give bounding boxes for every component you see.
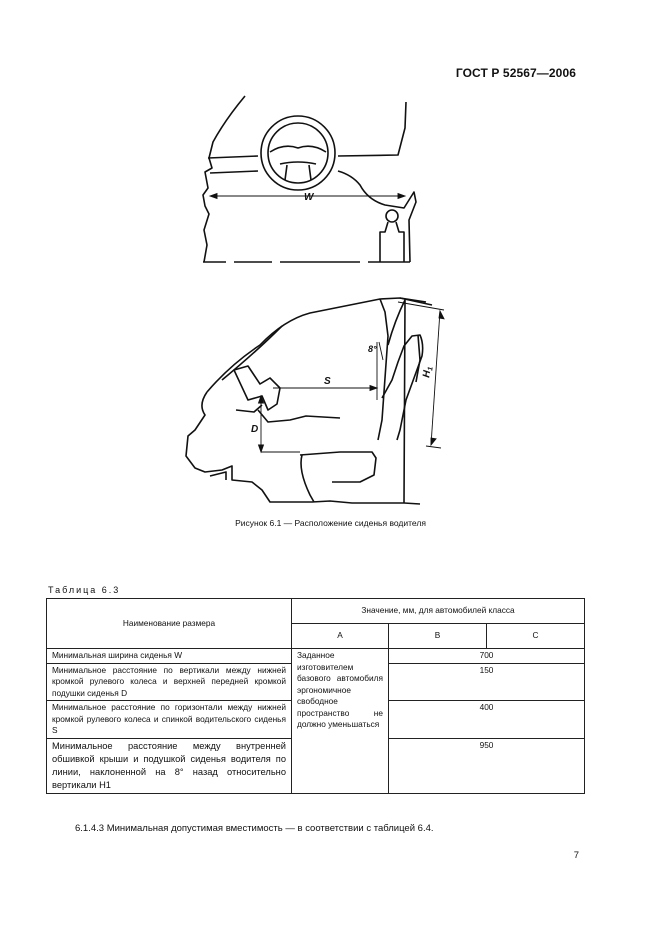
standard-number: ГОСТ Р 52567—2006 (455, 66, 576, 80)
class-a-header: А (292, 624, 389, 649)
dimensions-table (46, 598, 585, 794)
label-angle: 8° (368, 344, 377, 354)
label-height: $H_1$ (421, 366, 435, 379)
row-value: 700 (389, 649, 585, 664)
row-name: Минимальное расстояние между внутренней обшивкой крыши и подушкой сиденья водителя по линии, наклоненной на 8° назад относительно вертикали H1 (47, 738, 292, 793)
row-value: 400 (389, 701, 585, 739)
angle-lines (377, 342, 383, 400)
row-name: Минимальное расстояние по горизонтали между нижней кромкой рулевого колеса и спинкой водительского сиденья S (47, 701, 292, 739)
label-vertical: D (251, 424, 259, 435)
paragraph-6-1-4-3: 6.1.4.3 Минимальная допустимая вместимость — в соответствии с таблицей 6.4. (75, 823, 434, 834)
col-value-header: Значение, мм, для автомобилей класса (292, 599, 585, 624)
row-value: 150 (389, 663, 585, 701)
row-name: Минимальная ширина сиденья W (47, 649, 292, 664)
table-caption: Таблица 6.3 (48, 585, 121, 595)
col-name-header: Наименование размера (47, 599, 292, 649)
label-width: W (304, 192, 314, 203)
label-horizontal: S (324, 376, 331, 387)
side-view-drawing (186, 298, 435, 504)
row-name: Минимальное расстояние по вертикали между нижней кромкой рулевого колеса и верхней передней кромкой подушки сиденья D (47, 663, 292, 701)
shared-note-cell: Заданное изготовителем базового автомобиля эргономичное свободное пространство не должно уменьшаться (292, 649, 389, 794)
class-b-header: В (389, 624, 487, 649)
class-c-header: С (487, 624, 585, 649)
front-view-drawing (203, 96, 416, 262)
row-value: 950 (389, 738, 585, 793)
table-header-row (47, 599, 585, 624)
page-number: 7 (573, 850, 579, 861)
height-dimension-line (431, 311, 440, 445)
figure-caption: Рисунок 6.1 — Расположение сиденья водителя (235, 518, 426, 528)
table-row (47, 649, 585, 664)
